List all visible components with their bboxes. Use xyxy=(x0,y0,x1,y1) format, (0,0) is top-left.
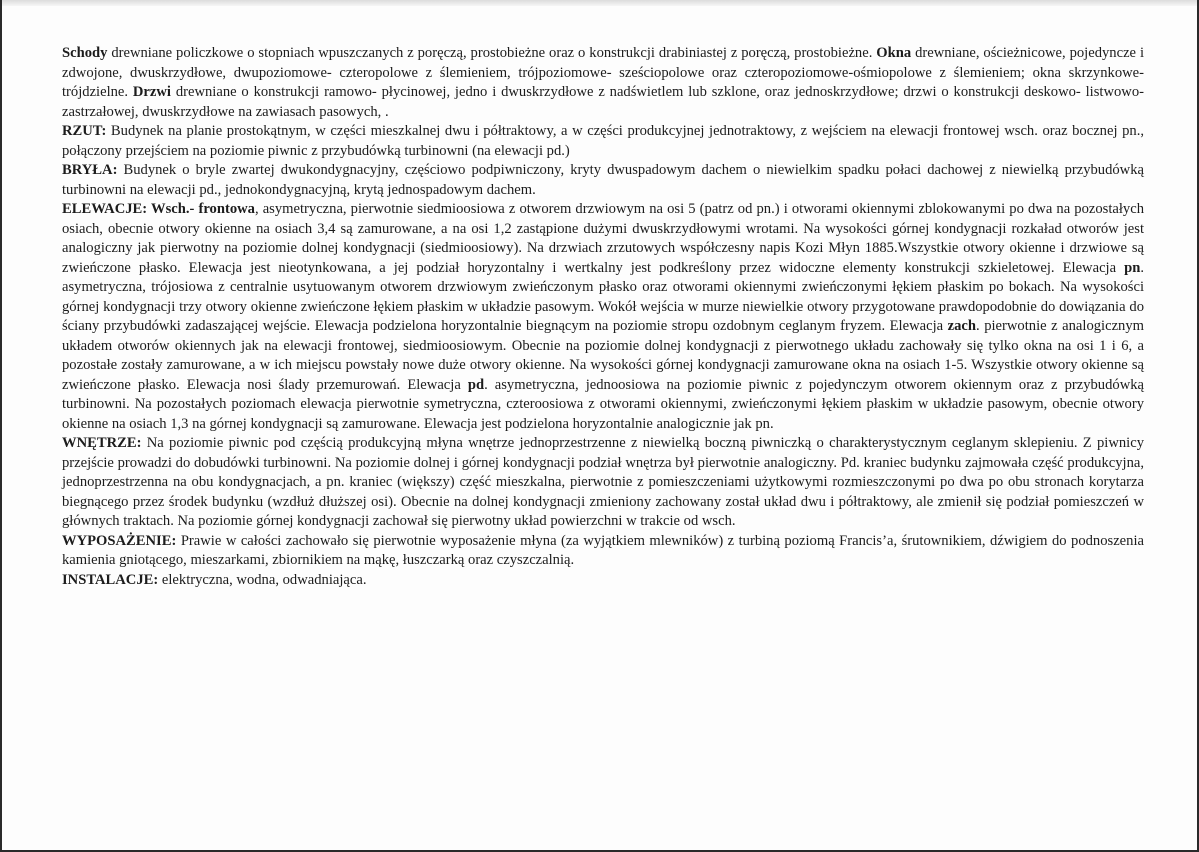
section-heading: Okna xyxy=(876,45,912,61)
paragraph-wyposazenie xyxy=(62,532,1144,571)
section-heading: Drzwi xyxy=(132,84,171,100)
body-text: . asymetryczna, trójosiowa z centralnie usytuowanym otworem drzwiowym zwieńczonym płasko oraz otworami okiennymi zwieńczonymi łękiem płaskim po bokach. Na wysokości górnej kondygnacji trzy otwory okienne zwieńczone łękiem płaskim w układzie pasowym. Wokół wejścia w murze niewielkie otwory przygotowane prawdopodobnie do dowiązania do ściany przybudówki zadaszającej wejście. Elewacja podzielona horyzontalnie biegnącym na poziomie stropu ozdobnym ceglanym fryzem. Elewacja xyxy=(62,259,1144,334)
section-heading: WYPOSAŻENIE: xyxy=(62,532,177,549)
paragraph-instalacje xyxy=(62,571,1144,591)
body-text: Na poziomie piwnic pod częścią produkcyjną młyna wnętrze jednoprzestrzenne z niewielką boczną piwniczką o charakterystycznym ceglanym sklepieniu. Z piwnicy przejście prowadzi do dobudówki turbinowni. Na poziomie dolnej i górnej kondygnacji podział wnętrza był pierwotnie analogiczny. Pd. kraniec budynku zajmowała część produkcyjna, jednoprzestrzenna na obu kondygnacjach, a pn. kraniec (większy) część mieszkalna, pierwotnie z pomieszczeniami użytkowymi rozmieszczonymi po dwa po obu stronach korytarza biegnącego przez środek budynku (wzdłuż dłuższej osi). Obecnie na dolnej kondygnacji zmieniony zachowany został układ dwu i półtraktowy, ale zmienił się podział pomieszczeń w głównych traktach. Na poziomie górnej kondygnacji zachował się pierwotny układ powierzchni w trakcie od wsch. xyxy=(62,435,1144,529)
scan-edge xyxy=(2,0,1197,6)
section-heading: BRYŁA: xyxy=(62,162,118,178)
section-heading: pn xyxy=(1124,259,1141,276)
body-text: Budynek o bryle zwartej dwukondygnacyjny, częściowo podpiwniczony, kryty dwuspadowym dachem o niewielkim spadku połaci dachowej z niewielką przybudówką turbinowni na elewacji pd., jednokondygnacyjną, krytą jednospadowym dachem. xyxy=(62,162,1144,198)
body-text: drewniane, ościeżnicowe, pojedyncze i zdwojone, dwuskrzydłowe, dwupoziomowe- czteropolowe z ślemieniem, trójpoziomowe- sześciopolowe oraz czteropoziomowe-ośmiopolowe z ślemieniem; okna skrzynkowe- trójdzielne. xyxy=(62,45,1144,100)
document-body xyxy=(62,44,1144,590)
paragraph-elewacje xyxy=(62,200,1144,434)
section-heading: Schody xyxy=(62,45,108,61)
body-text: . pierwotnie z analogicznym układem otworów okiennych jak na elewacji frontowej, siedmioosiowym. Obecnie na poziomie dolnej kondygnacji z pierwotnego układu zachowały się tylko okna na osi 1 i 6, a pozostałe zostały zamurowane, a w ich miejscu powstały nowe duże otwory okienne. Na wysokości górnej kondygnacji zamurowane okna na osiach 1-5. Wszystkie otwory okienne są zwieńczone płasko. Elewacja nosi ślady przemurowań. Elewacja xyxy=(62,318,1144,393)
section-heading: WNĘTRZE: xyxy=(62,435,142,451)
section-heading: zach xyxy=(947,318,977,334)
section-heading: ELEWACJE: Wsch.- frontowa xyxy=(62,201,255,217)
paragraph-bryla xyxy=(62,161,1144,200)
body-text: drewniane policzkowe o stopniach wpuszczanych z poręczą, prostobieżne oraz o konstrukcji drabiniastej z poręczą, prostobieżne. xyxy=(107,45,877,61)
section-heading: RZUT: xyxy=(62,123,107,139)
body-text: Prawie w całości zachowało się pierwotnie wyposażenie młyna (za wyjątkiem mlewników) z turbiną poziomą Francis’a, śrutownikiem, dźwigiem do podnoszenia kamienia gniotącego, mieszarkami, zbiornikiem na mąkę, łuszczarką oraz czyszczalnią. xyxy=(62,532,1144,568)
body-text: elektryczna, wodna, odwadniająca. xyxy=(158,571,367,588)
body-text: , asymetryczna, pierwotnie siedmioosiowa z otworem drzwiowym na osi 5 (patrz od pn.) i otworami okiennymi zblokowanymi po dwa na pozostałych osiach, obecnie otwory okienne na osiach 3,4 są zamurowane, a na osi 1,2 zastąpione dużymi dwuskrzydłowymi wrotami. Na wysokości górnej kondygnacji rozkaład otworów jest analogiczny jak pierwotny na poziomie dolnej kondygnacji (siedmioosiowy). Na drzwiach zrzutowych współczesny napis Kozi Młyn 1885.Wszystkie otwory okienne i drzwiowe są zwieńczone płasko. Elewacja jest nieotynkowana, a jej podział horyzontalny i wertkalny jest podkreślony przez widoczne elementy konstrukcji szkieletowej. Elewacja xyxy=(62,201,1144,276)
section-heading: pd xyxy=(467,376,485,393)
section-heading: INSTALACJE: xyxy=(62,571,159,588)
paragraph-wnetrze xyxy=(62,434,1144,532)
paragraph-rzut xyxy=(62,122,1144,161)
body-text: drewniane o konstrukcji ramowo- płycinowej, jedno i dwuskrzydłowe z nadświetlem lub szklone, oraz jednoskrzydłowe; drzwi o konstrukcji deskowo- listwowo- zastrzałowej, dwuskrzydłowe na zawiasach pasowych, . xyxy=(62,84,1144,120)
body-text: . asymetryczna, jednoosiowa na poziomie piwnic z pojedynczym otworem okiennym oraz z przybudówką turbinowni. Na pozostałych poziomach elewacja pierwotnie symetryczna, czteroosiowa z otworami okiennymi, zwieńczonymi łękiem płaskim w układzie pasowym, obecnie otwory okienne na osiach 1,3 na górnej kondygnacji są zamurowane. Elewacja jest podzielona horyzontalnie analogicznie jak pn. xyxy=(62,376,1145,432)
paragraph-stolarka xyxy=(62,44,1144,122)
body-text: Budynek na planie prostokątnym, w części mieszkalnej dwu i półtraktowy, a w części produkcyjnej jednotraktowy, z wejściem na elewacji frontowej wsch. oraz bocznej pn., połączony przejściem na poziomie piwnic z przybudówką turbinowni (na elewacji pd.) xyxy=(62,123,1144,159)
